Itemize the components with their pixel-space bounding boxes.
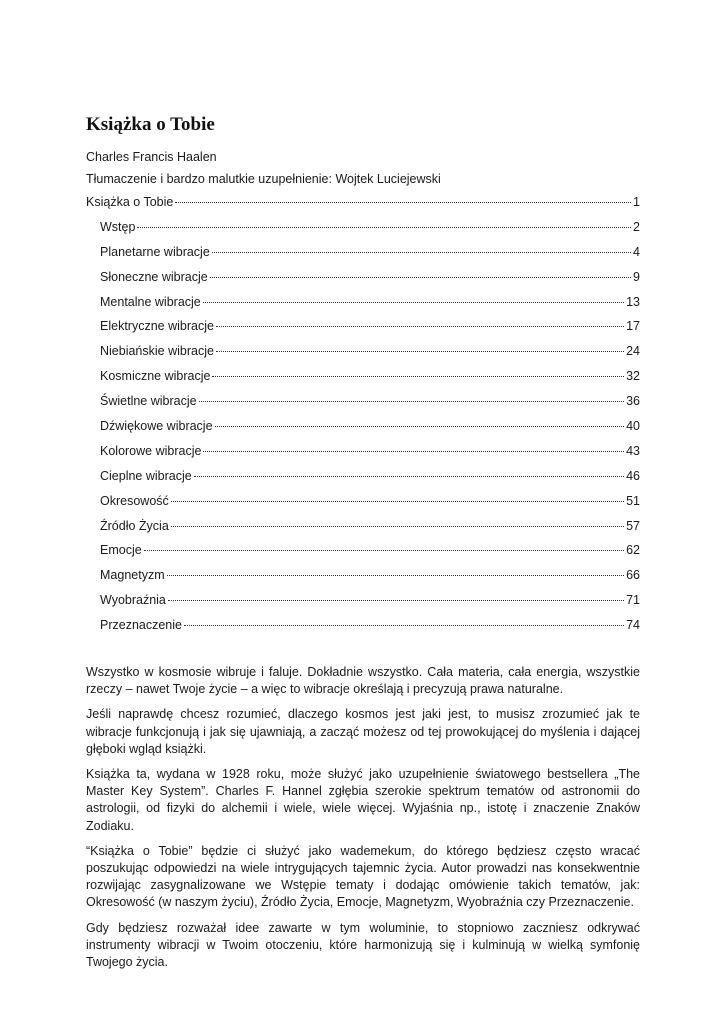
toc-entry[interactable] (86, 588, 640, 613)
toc-leader-dots (194, 476, 624, 477)
toc-leader-dots (216, 351, 624, 352)
toc-entry[interactable] (86, 240, 640, 265)
toc-entry-title: Książka o Tobie (86, 195, 174, 209)
toc-entry[interactable] (86, 364, 640, 389)
toc-entry-page: 40 (626, 419, 640, 434)
toc-entry-title: Dźwiękowe wibracje (100, 419, 213, 434)
toc-entry-page: 62 (626, 543, 640, 558)
paragraph: Gdy będziesz rozważał idee zawarte w tym woluminie, to stopniowo zaczniesz odkrywać instrumenty wibracji w Twoim otoczeniu, które harmonizują się i kulminują w wielką symfonię Twojego życia. (86, 920, 640, 970)
toc-entry[interactable] (86, 489, 640, 514)
toc-entry[interactable] (86, 265, 640, 290)
toc-entry-page: 46 (626, 468, 640, 483)
toc-leader-dots (212, 252, 631, 253)
toc-leader-dots (184, 625, 624, 626)
toc-leader-dots (171, 501, 624, 502)
toc-leader-dots (203, 451, 624, 452)
toc-entry[interactable] (86, 414, 640, 439)
toc-leader-dots (210, 277, 631, 278)
toc-entry[interactable] (86, 514, 640, 539)
toc-entry-title: Elektryczne wibracje (100, 319, 214, 334)
toc-entry-page: 66 (626, 568, 640, 583)
toc-entry[interactable] (86, 464, 640, 489)
toc-entry-title: Planetarne wibracje (100, 244, 210, 259)
toc-leader-dots (215, 426, 625, 427)
intro-text (86, 664, 640, 979)
toc-leader-dots (199, 401, 625, 402)
toc-entry-title: Kosmiczne wibracje (100, 369, 211, 384)
toc-entry[interactable] (86, 538, 640, 563)
toc-leader-dots (203, 302, 624, 303)
document-title: Książka o Tobie (86, 114, 215, 135)
toc-entry-page: 4 (633, 244, 640, 259)
toc-entry-title: Niebiańskie wibracje (100, 344, 214, 359)
toc-entry-page: 1 (633, 195, 640, 209)
toc-entry-title: Mentalne wibracje (100, 294, 201, 309)
toc-entry[interactable] (86, 613, 640, 638)
toc-leader-dots (137, 227, 631, 228)
toc-entry-title: Cieplne wibracje (100, 468, 192, 483)
toc-entry-page: 13 (626, 294, 640, 309)
toc-entry-page: 71 (626, 593, 640, 608)
toc-entry-page: 2 (633, 219, 640, 234)
toc-entry[interactable] (86, 215, 640, 240)
toc-leader-dots (167, 575, 624, 576)
toc-entry[interactable] (86, 389, 640, 414)
author-line: Charles Francis Haalen (86, 150, 217, 164)
paragraph: Jeśli naprawdę chcesz rozumieć, dlaczego kosmos jest jaki jest, to musisz zrozumieć jak te wibracje funkcjonują i jak się ujawniają, a zacząć możesz od tej prowokującej do myślenia i dającej głęboki wgląd książki. (86, 707, 640, 756)
toc-entry-page: 43 (626, 443, 640, 458)
toc-entry-page: 74 (626, 618, 640, 633)
toc-entry-title: Wstęp (100, 219, 136, 234)
toc-leader-dots (144, 550, 624, 551)
toc-entry[interactable] (86, 563, 640, 588)
toc-leader-dots (212, 376, 624, 377)
toc-entry[interactable] (86, 439, 640, 464)
toc-entry-title: Okresowość (100, 493, 169, 508)
toc-entry[interactable] (86, 314, 640, 339)
toc-entry-title: Słoneczne wibracje (100, 269, 208, 284)
toc-entry-page: 24 (626, 344, 640, 359)
toc-entry-title: Świetlne wibracje (100, 394, 197, 409)
toc-entry-title: Magnetyzm (100, 568, 165, 583)
toc-entry[interactable] (86, 290, 640, 315)
toc-entry-page: 36 (626, 394, 640, 409)
toc-leader-dots (168, 600, 624, 601)
toc-entry-title: Przeznaczenie (100, 618, 182, 633)
paragraph: Wszystko w kosmosie wibruje i faluje. Dokładnie wszystko. Cała materia, cała energia, wszystkie rzeczy – nawet Twoje życie – a więc to wibracje określają i precyzują prawa naturalne. (86, 665, 640, 697)
paragraph: “Książka o Tobie” będzie ci służyć jako wademekum, do którego będziesz często wracać poszukując odpowiedzi na wiele intrygujących tajemnic życia. Autor prowadzi nas konsekwentnie rozwijając zasygnalizowane we Wstępie tematy i dodając omówienie takich tematów, jak: Okresowość (w naszym życiu), Źródło Życia, Emocje, Magnetyzm, Wyobraźnia czy Przeznaczenie. (86, 843, 640, 910)
toc-entry-title: Kolorowe wibracje (100, 443, 202, 458)
paragraph: Książka ta, wydana w 1928 roku, może służyć jako uzupełnienie światowego bestsellera „The Master Key System”. Charles F. Hannel zgłębia szerokie spektrum tematów od astronomii do astrologii, od fizyki do alchemii i wiele, wiele więcej. Wyjaśnia np., istotę i znaczenie Znaków Zodiaku. (86, 767, 640, 833)
toc-entry-title: Wyobraźnia (100, 593, 166, 608)
toc-leader-dots (216, 326, 624, 327)
toc-entry-page: 17 (626, 319, 640, 334)
table-of-contents (86, 190, 640, 638)
toc-entry[interactable] (86, 339, 640, 364)
toc-leader-dots (171, 526, 624, 527)
toc-entry-page: 51 (626, 493, 640, 508)
toc-entry-page: 57 (626, 518, 640, 533)
toc-leader-dots (175, 202, 631, 203)
toc-entry-title: Źródło Życia (100, 518, 169, 533)
toc-entry[interactable] (86, 190, 640, 215)
toc-entry-page: 32 (626, 369, 640, 384)
toc-entry-page: 9 (633, 269, 640, 284)
toc-entry-title: Emocje (100, 543, 142, 558)
translation-note: Tłumaczenie i bardzo malutkie uzupełnienie: Wojtek Luciejewski (86, 172, 441, 186)
